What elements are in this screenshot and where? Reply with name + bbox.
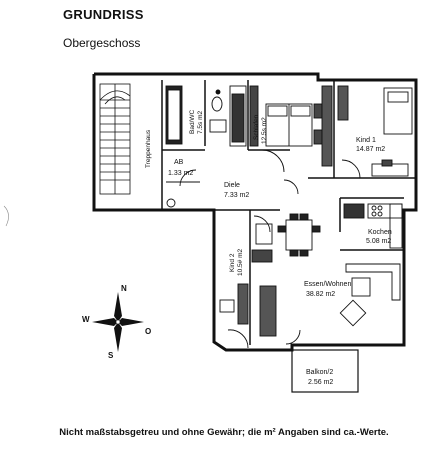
- compass-o: O: [145, 327, 152, 336]
- compass-s: S: [108, 351, 114, 360]
- room-label-essen: Essen/Wohnen: [304, 281, 352, 288]
- room-label-kind1: Kind 1: [356, 137, 376, 144]
- room-label-diele: Diele: [224, 182, 240, 189]
- room-label-kochen: Kochen: [368, 229, 392, 236]
- room-label-treppenhaus: Treppenhaus: [145, 129, 152, 168]
- room-label-bad: Bad/WC: [189, 109, 196, 134]
- room-label-kind2: Kind 2: [229, 253, 236, 272]
- bathroom-fixtures: [166, 86, 246, 146]
- disclaimer-note: Nicht maßstabsgetreu und ohne Gewähr; die m² Angaben sind ca.-Werte.: [59, 427, 389, 438]
- page-title: GRUNDRISS: [63, 7, 144, 22]
- room-label-schlafen: Schlafen: [253, 114, 260, 140]
- compass-w: W: [82, 315, 90, 324]
- room-label-balkon: Balkon/2: [306, 369, 334, 376]
- room-area-kind1: 14.87 m2: [356, 146, 386, 153]
- room-label-ab: AB: [174, 159, 184, 166]
- room-area-essen: 38.82 m2: [306, 291, 336, 298]
- room-area-kochen: 5.08 m2: [366, 238, 392, 245]
- floor-label: Obergeschoss: [63, 36, 141, 50]
- edge-mark: [4, 206, 9, 226]
- room-area-bad: 7.5s m2: [197, 110, 204, 134]
- room-area-kind2: 10.5# m2: [237, 248, 244, 276]
- room-area-balkon: 2.56 m2: [308, 379, 334, 386]
- room-area-schlafen: 12.5s m2: [261, 117, 268, 144]
- stairwell: [100, 84, 130, 194]
- room-area-diele: 7.33 m2: [224, 192, 250, 199]
- kind1-furniture: [338, 86, 412, 178]
- compass-rose: [92, 292, 144, 352]
- compass-n: N: [121, 284, 127, 293]
- room-area-ab: 1.33 m2: [168, 170, 194, 177]
